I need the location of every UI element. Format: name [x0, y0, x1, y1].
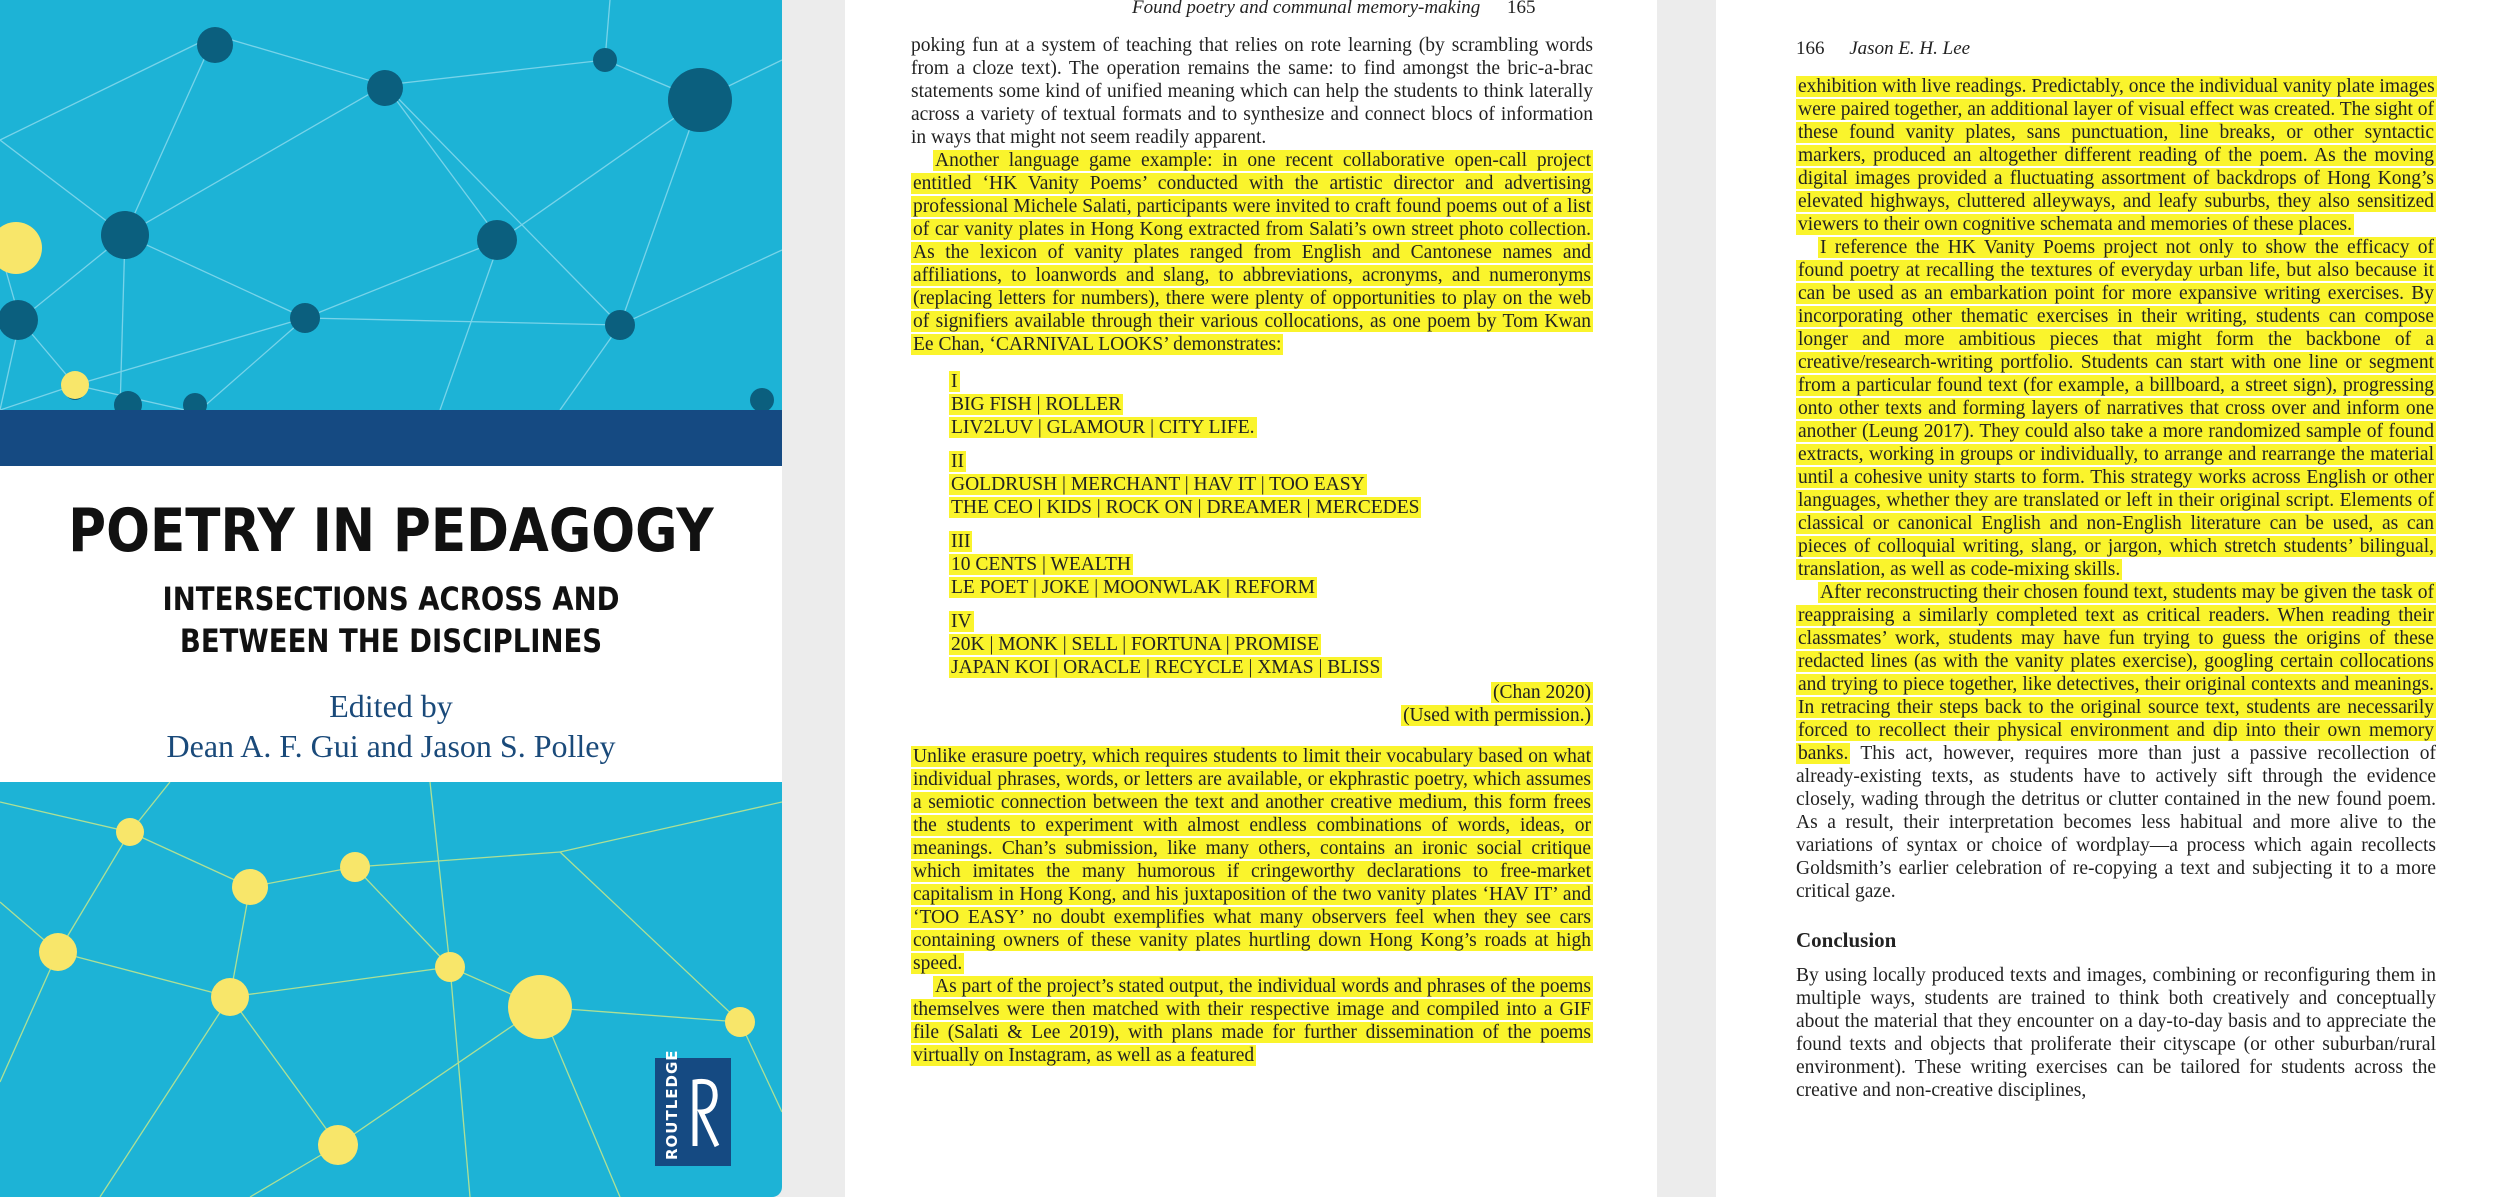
routledge-logo — [655, 1049, 731, 1166]
poem-line: BIG FISH | ROLLER — [951, 394, 1122, 415]
page-number: 166 — [1796, 38, 1825, 59]
paragraph-highlighted — [1796, 75, 2436, 236]
stanza-numeral: IV — [951, 611, 972, 632]
book-cover — [0, 0, 782, 1197]
book-page-165 — [845, 0, 1657, 1197]
poem-stanza — [949, 610, 1593, 679]
book-editors: Dean A. F. Gui and Jason S. Polley — [166, 728, 616, 764]
paragraph-highlighted — [911, 745, 1593, 975]
paragraph-highlighted — [1796, 236, 2436, 581]
poem-permission: (Used with permission.) — [1403, 705, 1591, 726]
poem-line: GOLDRUSH | MERCHANT | HAV IT | TOO EASY — [951, 474, 1365, 495]
plain-text: This act, however, requires more than just a passive recollection of already-existing texts, as students have to actively sift through the evidence closely, wading through the detritus or clutter contained in the new found poem. As a result, their interpretation becomes less habitual and more alive to the variations of syntax or choice of wordplay—a process which again recollects Goldsmith’s earlier celebration of re-copying a text and subjecting it to a more critical gaze. — [1796, 743, 2436, 902]
stanza-numeral: III — [951, 531, 971, 552]
cover-title-panel — [0, 466, 782, 782]
page-number: 165 — [1507, 0, 1536, 18]
highlighted-text: Another language game example: in one recent collaborative open-call project entitled ‘HK Vanity Poems’ conducted with the artistic director and advertising professional Michele Salati, participants were invited to craft found poems out of a list of car vanity plates in Hong Kong extracted from Salati’s own street photo collection. As the lexicon of vanity plates ranged from English and Cantonese names and affiliations, to loanwords and slang, to abbreviations, acronyms, and numeronyms (replacing letters for numbers), there were plenty of opportunities to play on the web of signifiers available through their various collocations, as one poem by Tom Kwan Ee Chan, ‘CARNIVAL LOOKS’ demonstrates: — [913, 150, 1591, 355]
poem-line: 20K | MONK | SELL | FORTUNA | PROMISE — [951, 634, 1320, 655]
cover-network-graphic-bottom — [0, 782, 782, 1197]
poem-line: JAPAN KOI | ORACLE | RECYCLE | XMAS | BLISS — [951, 657, 1381, 678]
found-poem — [949, 370, 1593, 679]
section-heading: Conclusion — [1796, 928, 1897, 952]
highlighted-text: exhibition with live readings. Predictably, once the individual vanity plate images were paired together, an additional layer of visual effect was created. The sight of these found vanity plates, sans punctuation, line breaks, or other syntactic markers, produced an altogether different reading of the poem. As the moving digital images provided a fluctuating assortment of backdrops of Hong Kong’s elevated highways, cluttered alleyways, and leafy suburbs, they also sensitized viewers to their own cognitive schemata and memories of these places. — [1798, 76, 2435, 235]
book-title: POETRY IN PEDAGOGY — [68, 496, 714, 566]
poem-line: LE POET | JOKE | MOONWLAK | REFORM — [951, 577, 1315, 598]
stanza-numeral: I — [951, 371, 958, 392]
running-head-title: Found poetry and communal memory-making — [1132, 0, 1481, 18]
poem-stanza — [949, 370, 1593, 439]
book-subtitle: INTERSECTIONS ACROSS AND BETWEEN THE DISCIPLINES — [162, 580, 620, 660]
page-166-body — [1796, 75, 2436, 1102]
cover-stripe — [0, 410, 782, 466]
poem-line: LIV2LUV | GLAMOUR | CITY LIFE. — [951, 417, 1255, 438]
cover-network-graphic-top — [0, 0, 782, 410]
routledge-r-icon — [691, 1076, 721, 1148]
book-page-166 — [1716, 0, 2500, 1197]
poem-line: THE CEO | KIDS | ROCK ON | DREAMER | MERCEDES — [951, 497, 1420, 518]
paragraph: poking fun at a system of teaching that relies on rote learning (by scrambling words from a cloze text). The operation remains the same: to find amongst the bric-a-brac statements some kind of unified meaning which can help the students to think laterally across a variety of textual formats and to synthesize and connect blocs of information in ways that might not seem readily apparent. — [911, 35, 1593, 148]
highlighted-text: I reference the HK Vanity Poems project not only to show the efficacy of found poetry at recalling the textures of everyday urban life, but also because it can be used as an embarkation point for more expansive writing exercises. By incorporating other thematic exercises in their writing, students can compose longer and more ambitious pieces that might form the backbone of a creative/research-writing portfolio. Students can start with one line or segment from a particular found text (for example, a billboard, a street sign), progressing onto other texts and forming layers of narratives that cross over and inform one another (Leung 2017). They could also take a more randomized sample of found extracts, working in groups or individually, to arrange and rearrange the material until a cohesive unity starts to form. This strategy works across English or other languages, whether they are translated or left in their original script. Elements of classical or canonical English and non-English literature can be used, as can pieces of colloquial writing, slang, or jargon, which stretch students’ bilingual, translation, as well as code-mixing skills. — [1798, 237, 2434, 580]
highlighted-text: Unlike erasure poetry, which requires students to limit their vocabulary based on what individual phrases, words, or letters are available, or ekphrastic poetry, which assumes a semiotic connection between the text and another creative medium, this form frees the students to experiment with almost endless combinations of words, ideas, or meanings. Chan’s submission, like many others, contains an ironic social critique which imitates the many humorous if cringeworthy declarations to free-market capitalism in Hong Kong, and his juxtaposition of the two vanity plates ‘HAV IT’ and ‘TOO EASY’ no doubt exemplifies what many observers feel when they see cars containing owners of these vanity plates hurtling down Hong Kong’s roads at high speed. — [913, 746, 1591, 974]
highlighted-text: As part of the project’s stated output, the individual words and phrases of the poems themselves were then matched with their respective image and compiled into a GIF file (Salati & Lee 2019), with plans made for further dissemination of the poems virtually on Instagram, as well as a featured — [913, 976, 1591, 1066]
edited-by-label: Edited by — [329, 688, 453, 724]
highlighted-text: After reconstructing their chosen found text, students may be given the task of reappraising a similarly completed text as critical readers. When reading their classmates’ work, students may have fun trying to guess the origins of these redacted lines (as with the vanity plates exercise), googling certain collocations and trying to piece together, like detectives, their original contexts and meanings. In retracing their steps back to the original source text, students are necessarily forced to recollect their physical environment and dip into their own memory banks. — [1798, 582, 2434, 764]
paragraph-highlighted — [911, 149, 1593, 356]
publisher-name: ROUTLEDGE — [663, 1049, 681, 1160]
poem-citation: (Chan 2020) — [1492, 682, 1591, 703]
stanza-numeral: II — [951, 451, 964, 472]
network-top-svg — [0, 0, 782, 410]
running-head — [1796, 38, 1970, 60]
page-165-body — [911, 34, 1593, 1067]
poem-stanza — [949, 530, 1593, 599]
running-head-author: Jason E. H. Lee — [1849, 38, 1971, 59]
poem-line: 10 CENTS | WEALTH — [951, 554, 1131, 575]
running-head — [1132, 0, 1536, 19]
poem-stanza — [949, 450, 1593, 519]
paragraph: By using locally produced texts and images, combining or reconfiguring them in multiple ways, students are trained to think both creatively and conceptually about the material that they encounter on a day-to-day basis and to appreciate the found texts and objects that proliferate their cityscape (or other suburban/rural environment). These writing exercises can be tailored for students across the creative and non-creative disciplines, — [1796, 965, 2436, 1101]
paragraph-partially-highlighted — [1796, 581, 2436, 903]
paragraph-highlighted — [911, 975, 1593, 1067]
